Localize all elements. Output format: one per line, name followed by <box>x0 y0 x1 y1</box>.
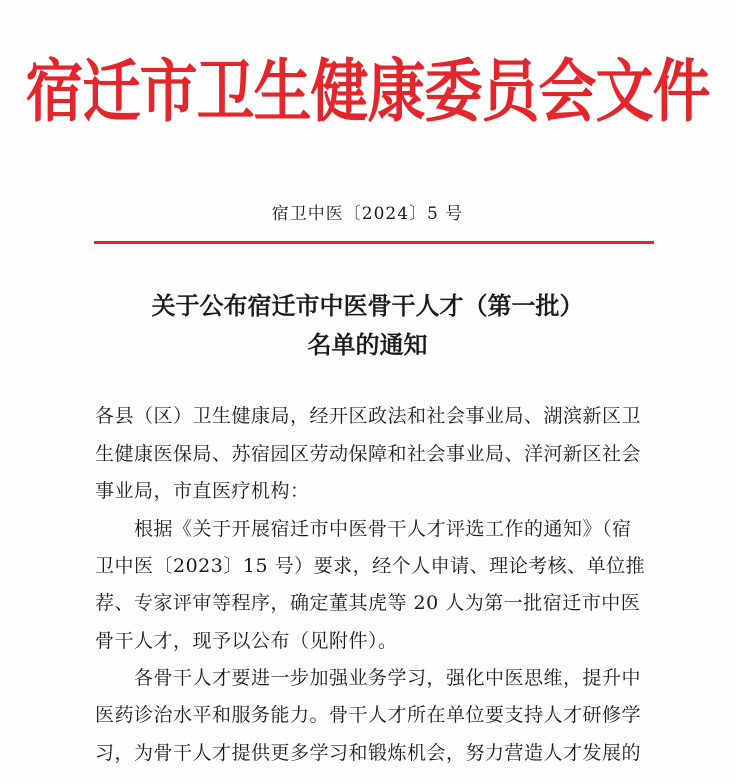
body-line: 卫中医〔2023〕15 号）要求，经个人申请、理论考核、单位推 <box>95 555 646 577</box>
masthead: 宿迁市卫生健康委员会文件 <box>25 51 710 132</box>
body-line: 事业局，市直医疗机构： <box>95 480 310 502</box>
document-number: 宿卫中医〔2024〕5 号 <box>271 204 464 224</box>
body-line: 各骨干人才要进一步加强业务学习，强化中医思维，提升中 <box>134 667 642 689</box>
body-line: 习，为骨干人才提供更多学习和锻炼机会，努力营造人才发展的 <box>95 742 642 764</box>
red-divider-line <box>94 241 654 244</box>
body-line: 各县（区）卫生健康局，经开区政法和社会事业局、湖滨新区卫 <box>95 405 642 427</box>
body-line: 荐、专家评审等程序，确定董其虎等 20 人为第一批宿迁市中医 <box>95 592 641 614</box>
body-line: 医药诊治水平和服务能力。骨干人才所在单位要支持人才研修学 <box>95 704 642 726</box>
body-line: 生健康医保局、苏宿园区劳动保障和社会事业局、洋河新区社会 <box>95 443 642 465</box>
body-line: 骨干人才，现予以公布（见附件）。 <box>95 630 398 652</box>
body-line: 根据《关于开展宿迁市中医骨干人才评选工作的通知》（宿 <box>134 518 632 540</box>
notice-title-line-1: 关于公布宿迁市中医骨干人才（第一批） <box>151 292 584 320</box>
notice-title-line-2: 名单的通知 <box>307 331 428 359</box>
